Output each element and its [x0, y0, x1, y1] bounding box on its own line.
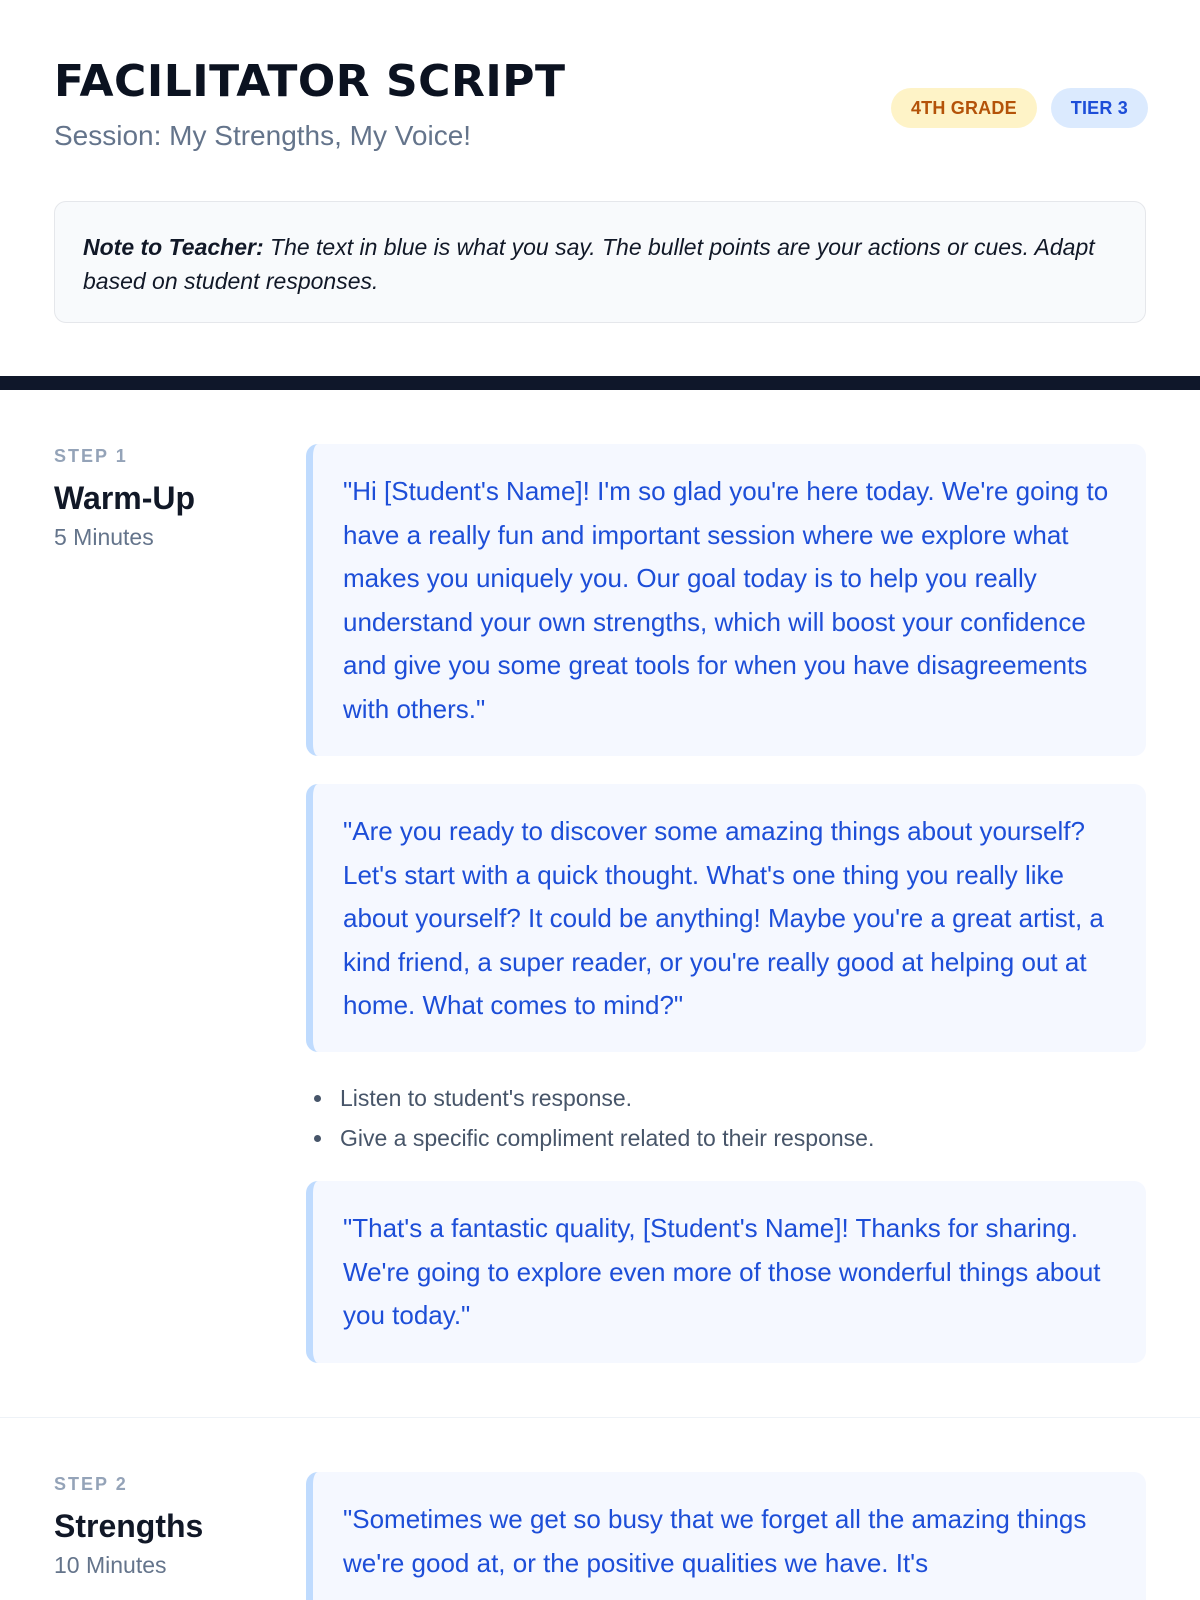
step-1-title: Warm-Up: [54, 480, 196, 516]
step-1-say-2: "Are you ready to discover some amazing things about yourself? Let's start with a quick thought. What's one thing you really like about yourself? It could be anything! Maybe you're a great artist, a kind friend, a super reader, or you're really good at helping out at home. What comes to mind?": [306, 784, 1146, 1052]
step-1-cue-list: [306, 1078, 874, 1158]
page-title: FACILITATOR SCRIPT: [54, 56, 566, 107]
step-2-section: [0, 1418, 1200, 1600]
step-1-cue-text: Listen to student's response.: [340, 1085, 633, 1111]
step-1-say-1: "Hi [Student's Name]! I'm so glad you're here today. We're going to have a really fun and important session where we explore what makes you uniquely you. Our goal today is to help you really understand your own strengths, which will boost your confidence and give you some great tools for when you have disagreements with others.": [306, 444, 1146, 756]
step-1-duration: 5 Minutes: [54, 524, 154, 550]
bullet-icon: [314, 1135, 321, 1142]
tier-badge: TIER 3: [1051, 88, 1148, 128]
step-2-meta: [54, 1474, 294, 1580]
step-2-label: STEP 2: [54, 1474, 128, 1494]
step-1-cue: [306, 1118, 874, 1158]
teacher-note-label: Note to Teacher:: [83, 234, 264, 260]
step-1-label: STEP 1: [54, 446, 128, 466]
step-2-title: Strengths: [54, 1508, 204, 1544]
step-1-say-3: "That's a fantastic quality, [Student's Name]! Thanks for sharing. We're going to explore even more of those wonderful things about you today.": [306, 1181, 1146, 1363]
step-1-cue-text: Give a specific compliment related to their response.: [340, 1125, 875, 1151]
grade-badge: 4TH GRADE: [891, 88, 1037, 128]
teacher-note-text: The text in blue is what you say. The bullet points are your actions or cues. Adapt based on student responses.: [83, 234, 1095, 294]
step-1-meta: [54, 446, 294, 552]
bullet-icon: [314, 1095, 321, 1102]
step-2-say-1: "Sometimes we get so busy that we forget all the amazing things we're good at, or the positive qualities we have. It's: [306, 1472, 1146, 1600]
step-2-duration: 10 Minutes: [54, 1552, 167, 1578]
step-1-cue: [306, 1078, 874, 1118]
session-subtitle: Session: My Strengths, My Voice!: [54, 120, 472, 151]
